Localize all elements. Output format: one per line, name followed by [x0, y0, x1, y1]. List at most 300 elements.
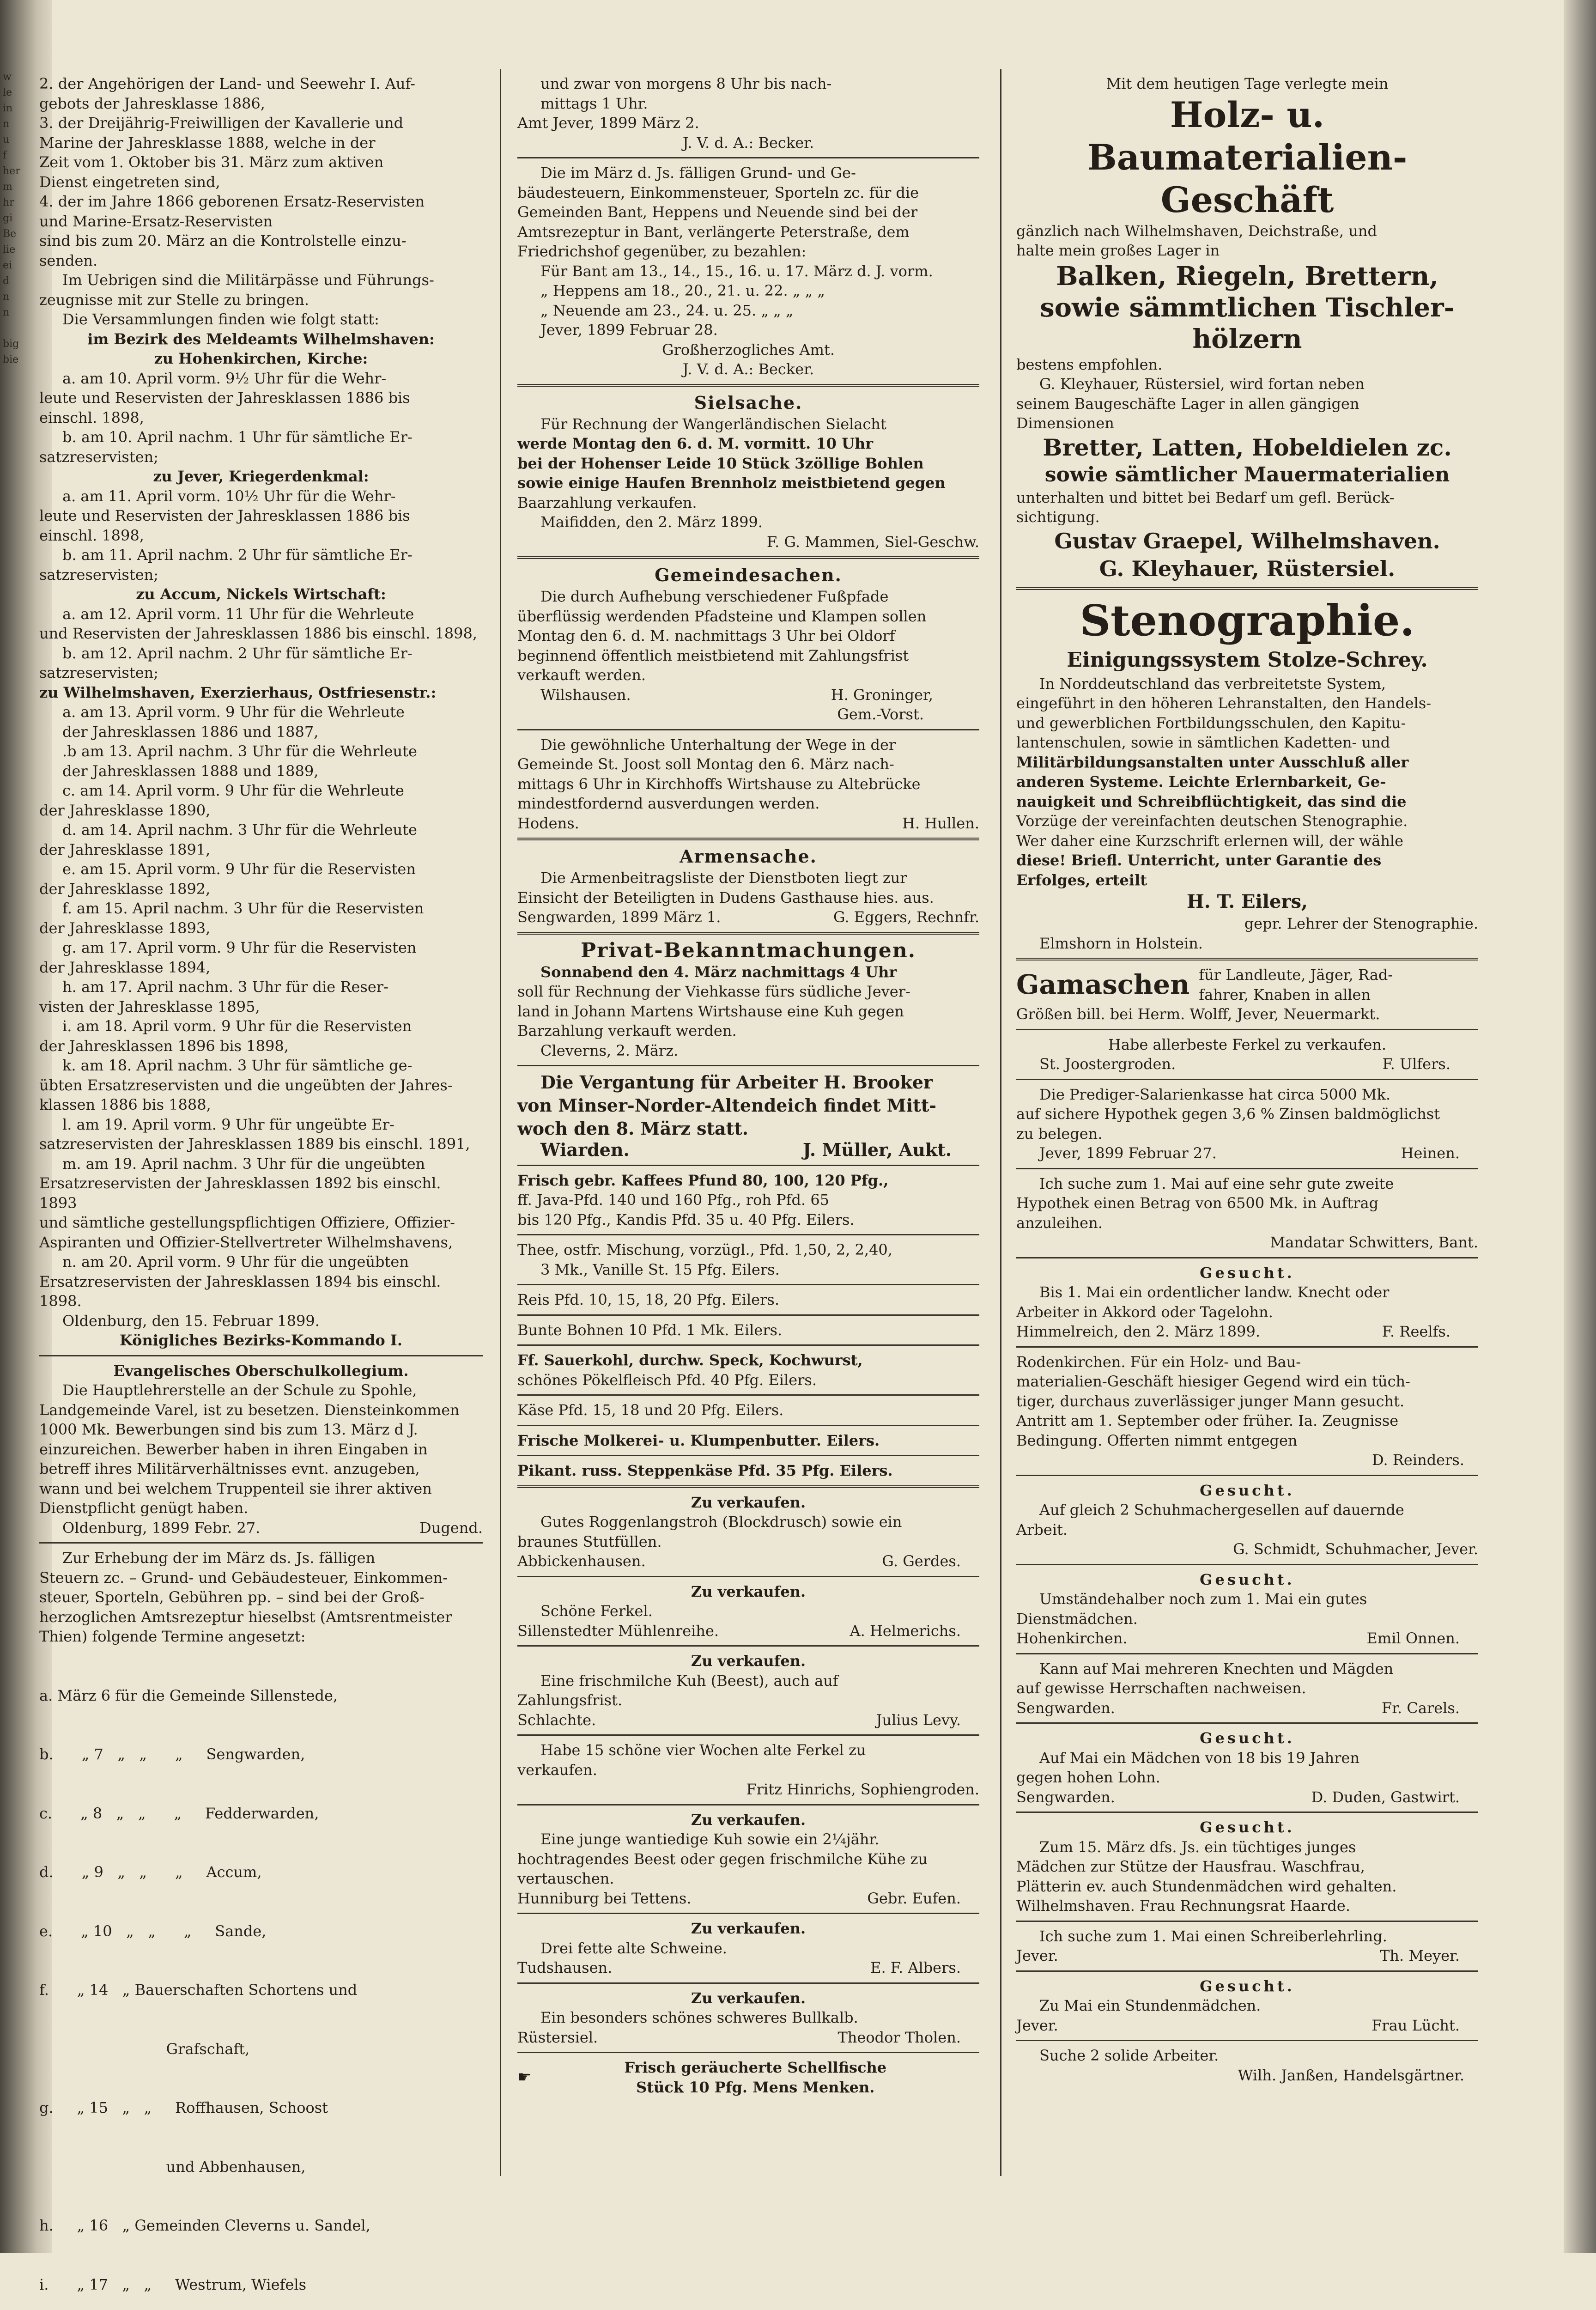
divider [517, 1576, 979, 1577]
militaer-list [39, 74, 483, 231]
date-line: Oldenburg, 1899 Febr. 27. [39, 1518, 260, 1538]
place-line: Rüstersiel. [517, 2028, 598, 2048]
divider [39, 1542, 483, 1544]
text-line: mittags 6 Uhr in Kirchhoffs Wirtshause zu Altebrücke [517, 774, 979, 794]
text-line: Mit dem heutigen Tage verlegte mein [1016, 74, 1478, 94]
text-line: Hypothek einen Betrag von 6500 Mk. in Auftrag [1016, 1193, 1478, 1213]
page-edge [1564, 0, 1596, 2253]
text-line: Auf Mai ein Mädchen von 18 bis 19 Jahren [1016, 1748, 1478, 1768]
place-line: Jever. [1016, 2016, 1058, 2036]
price-line: ff. Java-Pfd. 140 und 160 Pfg., roh Pfd. 65 [517, 1190, 979, 1210]
text-line: übten Ersatzreservisten und die ungeübten der Jahres- [39, 1076, 483, 1095]
text-line: Erfolges, erteilt [1016, 870, 1478, 890]
text-line: und zwar von morgens 8 Uhr bis nach- [517, 74, 979, 94]
ad-heading: Gesucht. [1016, 1481, 1478, 1501]
text-line: Mädchen zur Stütze der Hausfrau. Waschfrau, [1016, 1857, 1478, 1877]
place-line: Tudshausen. [517, 1958, 612, 1978]
text-line: a. am 13. April vorm. 9 Uhr für die Wehrleute [39, 702, 483, 722]
fisch-ad [517, 2058, 979, 2097]
column-3 [1016, 74, 1478, 2085]
date-line: Jever, 1899 Februar 28. [517, 320, 979, 340]
text-line: m. am 19. April nachm. 3 Uhr für die ungeübten [39, 1154, 483, 1174]
divider [517, 1455, 979, 1456]
text-line: diese! Briefl. Unterricht, unter Garantie des [1016, 851, 1478, 870]
signature: J. Müller, Aukt. [803, 1140, 979, 1160]
text-line: Für Bant am 13., 14., 15., 16. u. 17. März d. J. vorm. [517, 261, 979, 281]
signature-row [1016, 1698, 1478, 1718]
text-line: f. am 15. April nachm. 3 Uhr für die Reservisten [39, 899, 483, 918]
text-line: Gutes Roggenlangstroh (Blockdrusch) sowie ein [517, 1512, 979, 1532]
signature: D. Reinders. [1016, 1450, 1478, 1470]
price-line: Pikant. russ. Steppenkäse Pfd. 35 Pfg. Eilers. [517, 1461, 979, 1481]
text-line: unterhalten und bittet bei Bedarf um gefl. Berück- [1016, 488, 1478, 508]
signature-row [1016, 1629, 1478, 1648]
text-line: beginnend öffentlich meistbietend mit Zahlungsfrist [517, 646, 979, 666]
ad-heading: Zu verkaufen. [517, 1493, 979, 1513]
signature: Emil Onnen. [1366, 1629, 1478, 1648]
divider [517, 838, 979, 840]
text-line: senden. [39, 251, 483, 271]
text-line: Barzahlung verkauft werden. [517, 1021, 979, 1041]
text-line: überflüssig werdenden Pfadsteine und Klampen sollen [517, 607, 979, 626]
text-line: Im Uebrigen sind die Militärpässe und Führungs- [39, 270, 483, 290]
text-line: tiger, durchaus zuverlässiger junger Mann gesucht. [1016, 1392, 1478, 1411]
text-line: Eine frischmilche Kuh (Beest), auch auf [517, 1671, 979, 1691]
text-line: sichtigung. [1016, 507, 1478, 527]
text-line: 3. der Dreijährig-Freiwilligen der Kavallerie und [39, 113, 483, 133]
subheading: Einigungssystem Stolze-Schrey. [1016, 646, 1478, 674]
text-line: i. am 18. April vorm. 9 Uhr für die Reservisten [39, 1016, 483, 1036]
signature: J. V. d. A.: Becker. [517, 359, 979, 379]
text-line: Dienst eingetreten sind, [39, 172, 483, 192]
signature-row [1016, 1143, 1478, 1163]
price-line: bis 120 Pfg., Kandis Pfd. 35 u. 40 Pfg. Eilers. [517, 1210, 979, 1230]
display-heading: sowie sämmtlichen Tischler- [1016, 292, 1478, 323]
text-line: zeugnisse mit zur Stelle zu bringen. [39, 290, 483, 310]
signature: Th. Meyer. [1380, 1946, 1478, 1966]
section-heading: Privat-Bekanntmachungen. [517, 939, 979, 962]
text-line: Schöne Ferkel. [517, 1601, 979, 1621]
signature: Fr. Carels. [1382, 1698, 1478, 1718]
text-line: d. am 14. April nachm. 3 Uhr für die Wehrleute [39, 820, 483, 840]
date-line: Amt Jever, 1899 März 2. [517, 113, 979, 133]
text-line: „ Heppens am 18., 20., 21. u. 22. „ „ „ [517, 281, 979, 301]
display-heading: Bretter, Latten, Hobeldielen zc. [1016, 433, 1478, 462]
text-line: Zum 15. März dfs. Js. ein tüchtiges junges [1016, 1837, 1478, 1857]
signature: F. Ulfers. [1383, 1054, 1478, 1074]
place-line: Abbickenhausen. [517, 1551, 646, 1571]
signature-row [517, 1889, 979, 1909]
signature-row [517, 907, 979, 927]
date-line: Oldenburg, den 15. Februar 1899. [39, 1311, 483, 1331]
ad-heading: Gesucht. [1016, 1728, 1478, 1748]
divider [1016, 587, 1478, 590]
divider [517, 1913, 979, 1914]
divider [517, 1645, 979, 1647]
divider [1016, 1168, 1478, 1169]
place-line: Jever. [1016, 1946, 1058, 1966]
text-line: anderen Systeme. Leichte Erlernbarkeit, Ge- [1016, 772, 1478, 792]
signature-row [1016, 1946, 1478, 1966]
text-line: der Jahresklasse 1890, [39, 801, 483, 821]
text-line: wann und bei welchem Truppenteil sie ihrer aktiven [39, 1479, 483, 1499]
text-line: Zu Mai ein Stundenmädchen. [1016, 1996, 1478, 2016]
price-line: Bunte Bohnen 10 Pfd. 1 Mk. Eilers. [517, 1320, 979, 1340]
divider [517, 384, 979, 387]
text-line: Landgemeinde Varel, ist zu besetzen. Diensteinkommen [39, 1400, 483, 1420]
text-line: der Jahresklassen 1886 und 1887, [39, 722, 483, 742]
signature-row [1016, 2016, 1478, 2036]
text-line: a. am 12. April vorm. 11 Uhr für die Wehrleute [39, 604, 483, 624]
divider [517, 157, 979, 158]
text-line: Die Versammlungen finden wie folgt statt: [39, 310, 483, 329]
section-heading: Gemeindesachen. [517, 564, 979, 587]
ad-heading: Zu verkaufen. [517, 1582, 979, 1602]
text-line: und Marine-Ersatz-Reservisten [39, 212, 483, 231]
text-line: Antritt am 1. September oder früher. Ia. Zeugnisse [1016, 1411, 1478, 1431]
text-line: bei der Hohenser Leide 10 Stück 3zöllige Bohlen [517, 454, 979, 474]
text-line: Für Rechnung der Wangerländischen Sielacht [517, 414, 979, 434]
text-line: seinem Baugeschäfte Lager in allen gängigen [1016, 394, 1478, 414]
text-line: verkaufen. [517, 1760, 979, 1780]
text-line: b. am 11. April nachm. 2 Uhr für sämtliche Er- [39, 545, 483, 565]
divider [1016, 1029, 1478, 1030]
text-line: gänzlich nach Wilhelmshaven, Deichstraße, und [1016, 221, 1478, 241]
text-line: bäudesteuern, Einkommensteuer, Sporteln zc. für die [517, 183, 979, 203]
price-line: Käse Pfd. 15, 18 und 20 Pfg. Eilers. [517, 1400, 979, 1420]
text-line: der Jahresklasse 1893, [39, 918, 483, 938]
text-line: 1000 Mk. Bewerbungen sind bis zum 13. März d J. [39, 1420, 483, 1440]
text-line: Einsicht der Beteiligten in Dudens Gasthause hies. aus. [517, 888, 979, 908]
termine-list [39, 1647, 483, 2310]
divider [1016, 958, 1478, 960]
signature: G. Eggers, Rechnfr. [833, 907, 979, 927]
text-line: der Jahresklasse 1891, [39, 840, 483, 860]
pointing-hand-icon: ☛ [517, 2067, 531, 2087]
place-line: Hunniburg bei Tettens. [517, 1889, 692, 1909]
text-line: 2. der Angehörigen der Land- und Seewehr I. Auf- [39, 74, 483, 94]
signature: Theodor Tholen. [837, 2028, 979, 2048]
text-line: und sämtliche gestellungspflichtigen Offiziere, Offizier- [39, 1213, 483, 1233]
text-line: Amtsrezeptur in Bant, verlängerte Peterstraße, dem [517, 222, 979, 242]
text-line: mittags 1 Uhr. [517, 94, 979, 114]
text-line: a. am 11. April vorm. 10½ Uhr für die Wehr- [39, 486, 483, 506]
text-line: Dienstmädchen. [1016, 1609, 1478, 1629]
divider [1016, 1970, 1478, 1972]
text-line: Stück 10 Pfg. Mens Menken. [531, 2078, 979, 2097]
date-line: Himmelreich, den 2. März 1899. [1016, 1322, 1260, 1342]
column-1 [39, 74, 483, 2310]
text-line: visten der Jahresklasse 1895, [39, 997, 483, 1017]
signature-row [517, 1551, 979, 1571]
text-line: Ich suche zum 1. Mai einen Schreiberlehrling. [1016, 1927, 1478, 1946]
divider [517, 1485, 979, 1488]
text-line: einzureichen. Bewerber haben in ihren Eingaben in [39, 1440, 483, 1459]
text-line: sowie einige Haufen Brennholz meistbietend gegen [517, 473, 979, 493]
text-line: Vorzüge der vereinfachten deutschen Stenographie. [1016, 811, 1478, 831]
text-line: der Jahresklasse 1892, [39, 879, 483, 899]
signature: Dugend. [419, 1518, 483, 1538]
text-line: vertauschen. [517, 1869, 979, 1889]
text-line: land in Johann Martens Wirtshause eine Kuh gegen [517, 1002, 979, 1021]
divider [517, 2052, 979, 2053]
text-line: Ersatzreservisten der Jahresklassen 1894 bis einschl. 1898. [39, 1272, 483, 1311]
text-line: Friedrichshof gegenüber, zu bezahlen: [517, 242, 979, 261]
text-line: Dimensionen [1016, 413, 1478, 433]
text-line: woch den 8. März statt. [517, 1117, 979, 1140]
place-line: Sengwarden. [1016, 1787, 1115, 1807]
price-line: Reis Pfd. 10, 15, 18, 20 Pfg. Eilers. [517, 1290, 979, 1310]
price-line: Ff. Sauerkohl, durchw. Speck, Kochwurst, [517, 1350, 979, 1370]
text-line: herzoglichen Amtsrezeptur hieselbst (Amtsrentmeister [39, 1607, 483, 1627]
text-line: bestens empfohlen. [1016, 355, 1478, 375]
text-line: der Jahresklassen 1896 bis 1898, [39, 1036, 483, 1056]
place-line: Wiarden. [517, 1140, 630, 1160]
text-line: b. am 12. April nachm. 2 Uhr für sämtliche Er- [39, 644, 483, 663]
text-line: sind bis zum 20. März an die Kontrolstelle einzu- [39, 231, 483, 251]
text-line: Größen bill. bei Herm. Wolff, Jever, Neuermarkt. [1016, 1004, 1478, 1024]
column-rule [1000, 69, 1001, 2176]
text-line: c. am 14. April vorm. 9 Uhr für die Wehrleute [39, 781, 483, 801]
signature: Gebr. Eufen. [867, 1889, 979, 1909]
section-heading: Armensache. [517, 845, 979, 868]
divider [517, 1344, 979, 1346]
termin-row: und Abbenhausen, [39, 2157, 483, 2177]
text-line: Die Hauptlehrerstelle an der Schule zu Spohle, [39, 1380, 483, 1400]
ad-heading: Zu verkaufen. [517, 1651, 979, 1671]
text-line: braunes Stutfüllen. [517, 1532, 979, 1552]
display-heading: Balken, Riegeln, Brettern, [1016, 261, 1478, 292]
text-line: Gemeinden Bant, Heppens und Neuende sind bei der [517, 202, 979, 222]
text-line: auf gewisse Herrschaften nachweisen. [1016, 1678, 1478, 1698]
text-line: n. am 20. April vorm. 9 Uhr für die ungeübten [39, 1252, 483, 1272]
location-heading: zu Accum, Nickels Wirtschaft: [39, 584, 483, 604]
divider [39, 1355, 483, 1356]
section-heading: Sielsache. [517, 391, 979, 414]
gutter-fragments: w le in n u f her m hr gi Be lie ei d n n big bie [3, 69, 35, 368]
date-line: Jever, 1899 Februar 27. [1016, 1143, 1217, 1163]
text-line: materialien-Geschäft hiesiger Gegend wird ein tüch- [1016, 1372, 1478, 1392]
signature: G. Schmidt, Schuhmacher, Jever. [1016, 1539, 1478, 1559]
termin-row: g. „ 15 „ „ Roffhausen, Schoost [39, 2098, 483, 2118]
text-line: gebots der Jahresklasse 1886, [39, 94, 483, 114]
ad-heading: Gesucht. [1016, 1263, 1478, 1283]
text-line: Rodenkirchen. Für ein Holz- und Bau- [1016, 1352, 1478, 1372]
text-line: Suche 2 solide Arbeiter. [1016, 2046, 1478, 2066]
text-line: Drei fette alte Schweine. [517, 1939, 979, 1958]
text-line: soll für Rechnung der Viehkasse fürs südliche Jever- [517, 982, 979, 1002]
text-line: Bis 1. Mai ein ordentlicher landw. Knecht oder [1016, 1283, 1478, 1302]
signature: H. T. Eilers, [1016, 890, 1478, 914]
divider [517, 556, 979, 559]
signature: Heinen. [1401, 1143, 1478, 1163]
text-line: Marine der Jahresklasse 1888, welche in der [39, 133, 483, 153]
whv-schedule [39, 702, 483, 1311]
display-heading: Geschäft [1016, 179, 1478, 221]
place-line: Wilshausen. [517, 685, 631, 705]
signature: A. Helmerichs. [850, 1621, 979, 1641]
ad-heading: Gesucht. [1016, 1976, 1478, 1996]
text-line: werde Montag den 6. d. M. vormitt. 10 Uhr [517, 434, 979, 454]
divider [517, 1165, 979, 1166]
divider [1016, 1921, 1478, 1922]
text-line: satzreservisten; [39, 565, 483, 585]
price-line: Thee, ostfr. Mischung, vorzügl., Pfd. 1,50, 2, 2,40, [517, 1240, 979, 1260]
text-line: Zur Erhebung der im März ds. Js. fälligen [39, 1548, 483, 1568]
date-line: Maifidden, den 2. März 1899. [517, 512, 979, 532]
text-line: Die Prediger-Salarienkasse hat circa 5000 Mk. [1016, 1085, 1478, 1105]
divider [1016, 1346, 1478, 1348]
text-line: Auf gleich 2 Schuhmachergesellen auf dauernde [1016, 1500, 1478, 1520]
text-line: Plätterin ev. auch Stundenmädchen wird gehalten. [1016, 1877, 1478, 1897]
divider [1016, 1812, 1478, 1813]
text-line: Umständehalber noch zum 1. Mai ein gutes [1016, 1589, 1478, 1609]
divider [1016, 1079, 1478, 1080]
text-line: und Reservisten der Jahresklassen 1886 bis einschl. 1898, [39, 624, 483, 644]
display-heading: Gamaschen [1016, 965, 1189, 1004]
termin-row: c. „ 8 „ „ „ Fedderwarden, [39, 1804, 483, 1824]
termin-row: h. „ 16 „ Gemeinden Cleverns u. Sandel, [39, 2216, 483, 2236]
gamaschen-ad [1016, 965, 1478, 1004]
signature: H. Hullen. [902, 814, 979, 833]
display-heading: sowie sämtlicher Mauermaterialien [1016, 462, 1478, 488]
termin-row: b. „ 7 „ „ „ Sengwarden, [39, 1745, 483, 1764]
signature-row [517, 685, 979, 705]
place-line: Hohenkirchen. [1016, 1629, 1128, 1648]
text-line: In Norddeutschland das verbreitetste System, [1016, 674, 1478, 694]
text-line: 4. der im Jahre 1866 geborenen Ersatz-Reservisten [39, 192, 483, 212]
text-line: .b am 13. April nachm. 3 Uhr für die Wehrleute [39, 742, 483, 761]
text-line: Sonnabend den 4. März nachmittags 4 Uhr [517, 962, 979, 982]
text-line: verkauft werden. [517, 665, 979, 685]
text-line: eingeführt in den höheren Lehranstalten, den Handels- [1016, 693, 1478, 713]
signature: Fritz Hinrichs, Sophiengroden. [517, 1780, 979, 1799]
text-line: G. Kleyhauer, Rüstersiel, wird fortan neben [1016, 374, 1478, 394]
text-line: hochtragendes Beest oder gegen frischmilche Kühe zu [517, 1849, 979, 1869]
text-line: Die gewöhnliche Unterhaltung der Wege in der [517, 735, 979, 755]
text-line: Die Armenbeitragsliste der Dienstboten liegt zur [517, 868, 979, 888]
place-line: St. Joostergroden. [1016, 1054, 1176, 1074]
place-line: Schlachte. [517, 1710, 596, 1730]
text-line: satzreservisten; [39, 663, 483, 683]
signature: E. F. Albers. [870, 1958, 979, 1978]
ad-heading: Zu verkaufen. [517, 1919, 979, 1939]
divider [1016, 1653, 1478, 1654]
signature-row [1016, 1054, 1478, 1074]
signature: D. Duden, Gastwirt. [1311, 1787, 1478, 1807]
text-line: „ Neuende am 23., 24. u. 25. „ „ „ [517, 301, 979, 321]
divider [1016, 1257, 1478, 1258]
signature: Mandatar Schwitters, Bant. [1016, 1233, 1478, 1252]
text-line: betreff ihres Militärverhältnisses evnt. anzugeben, [39, 1459, 483, 1479]
signature: Julius Levy. [876, 1710, 979, 1730]
date-line: Sengwarden, 1899 März 1. [517, 907, 721, 927]
text-line: b. am 10. April nachm. 1 Uhr für sämtliche Er- [39, 427, 483, 447]
text-line: halte mein großes Lager in [1016, 241, 1478, 261]
termin-row: i. „ 17 „ „ Westrum, Wiefels [39, 2275, 483, 2295]
meldeamt-heading: im Bezirk des Meldeamts Wilhelmshaven: [39, 329, 483, 349]
text-line: Zahlungsfrist. [517, 1690, 979, 1710]
signature: Wilh. Janßen, Handelsgärtner. [1016, 2066, 1478, 2085]
signature-row [517, 1958, 979, 1978]
price-line: Frisch gebr. Kaffees Pfund 80, 100, 120 Pfg., [517, 1171, 979, 1191]
text-line: g. am 17. April vorm. 9 Uhr für die Reservisten [39, 938, 483, 958]
text-line: Habe allerbeste Ferkel zu verkaufen. [1016, 1035, 1478, 1055]
section-heading: Evangelisches Oberschulkollegium. [39, 1361, 483, 1381]
text-line: Arbeiter in Akkord oder Tagelohn. [1016, 1302, 1478, 1322]
signature: Königliches Bezirks-Kommando I. [39, 1331, 483, 1350]
divider [1016, 1722, 1478, 1724]
column-rule [500, 69, 501, 2176]
divider [1016, 2040, 1478, 2041]
text-line: Wer daher eine Kurzschrift erlernen will, der wähle [1016, 831, 1478, 851]
text-line: Baarzahlung verkaufen. [517, 493, 979, 513]
signature: Gustav Graepel, Wilhelmshaven. [1016, 527, 1478, 555]
divider [517, 1982, 979, 1984]
text-line: nauigkeit und Schreibflüchtigkeit, das sind die [1016, 792, 1478, 812]
text-line: Gemeinde St. Joost soll Montag den 6. März nach- [517, 754, 979, 774]
column-2 [517, 74, 979, 2097]
text-line: h. am 17. April nachm. 3 Uhr für die Reser- [39, 977, 483, 997]
divider [517, 1394, 979, 1396]
text-line: mindestfordernd ausverdungen werden. [517, 794, 979, 814]
place-line: Sengwarden. [1016, 1698, 1115, 1718]
text-line: Militärbildungsanstalten unter Ausschluß aller [1016, 753, 1478, 772]
display-heading: Holz- u. Baumaterialien- [1016, 94, 1478, 179]
signature: Gem.-Vorst. [517, 705, 979, 724]
text-line: Steuern zc. – Grund- und Gebäudesteuer, Einkommen- [39, 1568, 483, 1588]
text-line: einschl. 1898, [39, 408, 483, 428]
text-line: Zeit vom 1. Oktober bis 31. März zum aktiven [39, 152, 483, 172]
text-line: Die im März d. Js. fälligen Grund- und Ge- [517, 163, 979, 183]
text-line: klassen 1886 bis 1888, [39, 1095, 483, 1115]
text-line: anzuleihen. [1016, 1213, 1478, 1233]
text-line: Aspiranten und Offizier-Stellvertreter Wilhelmshavens, [39, 1233, 483, 1252]
text-line: Montag den 6. d. M. nachmittags 3 Uhr bei Oldorf [517, 626, 979, 646]
text-line: Eine junge wantiedige Kuh sowie ein 2¼jähr. [517, 1830, 979, 1849]
place-line: Hodens. [517, 814, 579, 833]
text-line: satzreservisten der Jahresklassen 1889 bis einschl. 1891, [39, 1134, 483, 1154]
divider [517, 932, 979, 935]
text-line: auf sichere Hypothek gegen 3,6 % Zinsen baldmöglichst [1016, 1104, 1478, 1124]
divider [1016, 1475, 1478, 1476]
location-heading: zu Jever, Kriegerdenkmal: [39, 467, 483, 486]
signature-row [1016, 1787, 1478, 1807]
text-line: Arbeit. [1016, 1520, 1478, 1540]
text-line: satzreservisten; [39, 447, 483, 467]
text-line: gepr. Lehrer der Stenographie. [1016, 914, 1478, 934]
divider [517, 1065, 979, 1066]
signature: F. Reelfs. [1382, 1322, 1478, 1342]
signature: G. Gerdes. [882, 1551, 979, 1571]
text-line: leute und Reservisten der Jahresklassen 1886 bis [39, 506, 483, 526]
divider [517, 1234, 979, 1235]
display-heading: hölzern [1016, 323, 1478, 355]
display-heading: Stenographie. [1016, 595, 1478, 646]
signature: Wilhelmshaven. Frau Rechnungsrat Haarde. [1016, 1896, 1478, 1916]
divider [1016, 1564, 1478, 1565]
signature-row [1016, 1322, 1478, 1342]
location-heading: zu Hohenkirchen, Kirche: [39, 349, 483, 369]
divider [517, 1734, 979, 1736]
ad-heading: Zu verkaufen. [517, 1988, 979, 2008]
signature-row [517, 1140, 979, 1160]
termin-row: f. „ 14 „ Bauerschaften Schortens und [39, 1980, 483, 2000]
text-line: k. am 18. April nachm. 3 Uhr für sämtliche ge- [39, 1056, 483, 1076]
termin-row: e. „ 10 „ „ „ Sande, [39, 1921, 483, 1941]
text-line: fahrer, Knaben in allen [1199, 985, 1393, 1005]
text-line: Bedingung. Offerten nimmt entgegen [1016, 1431, 1478, 1451]
